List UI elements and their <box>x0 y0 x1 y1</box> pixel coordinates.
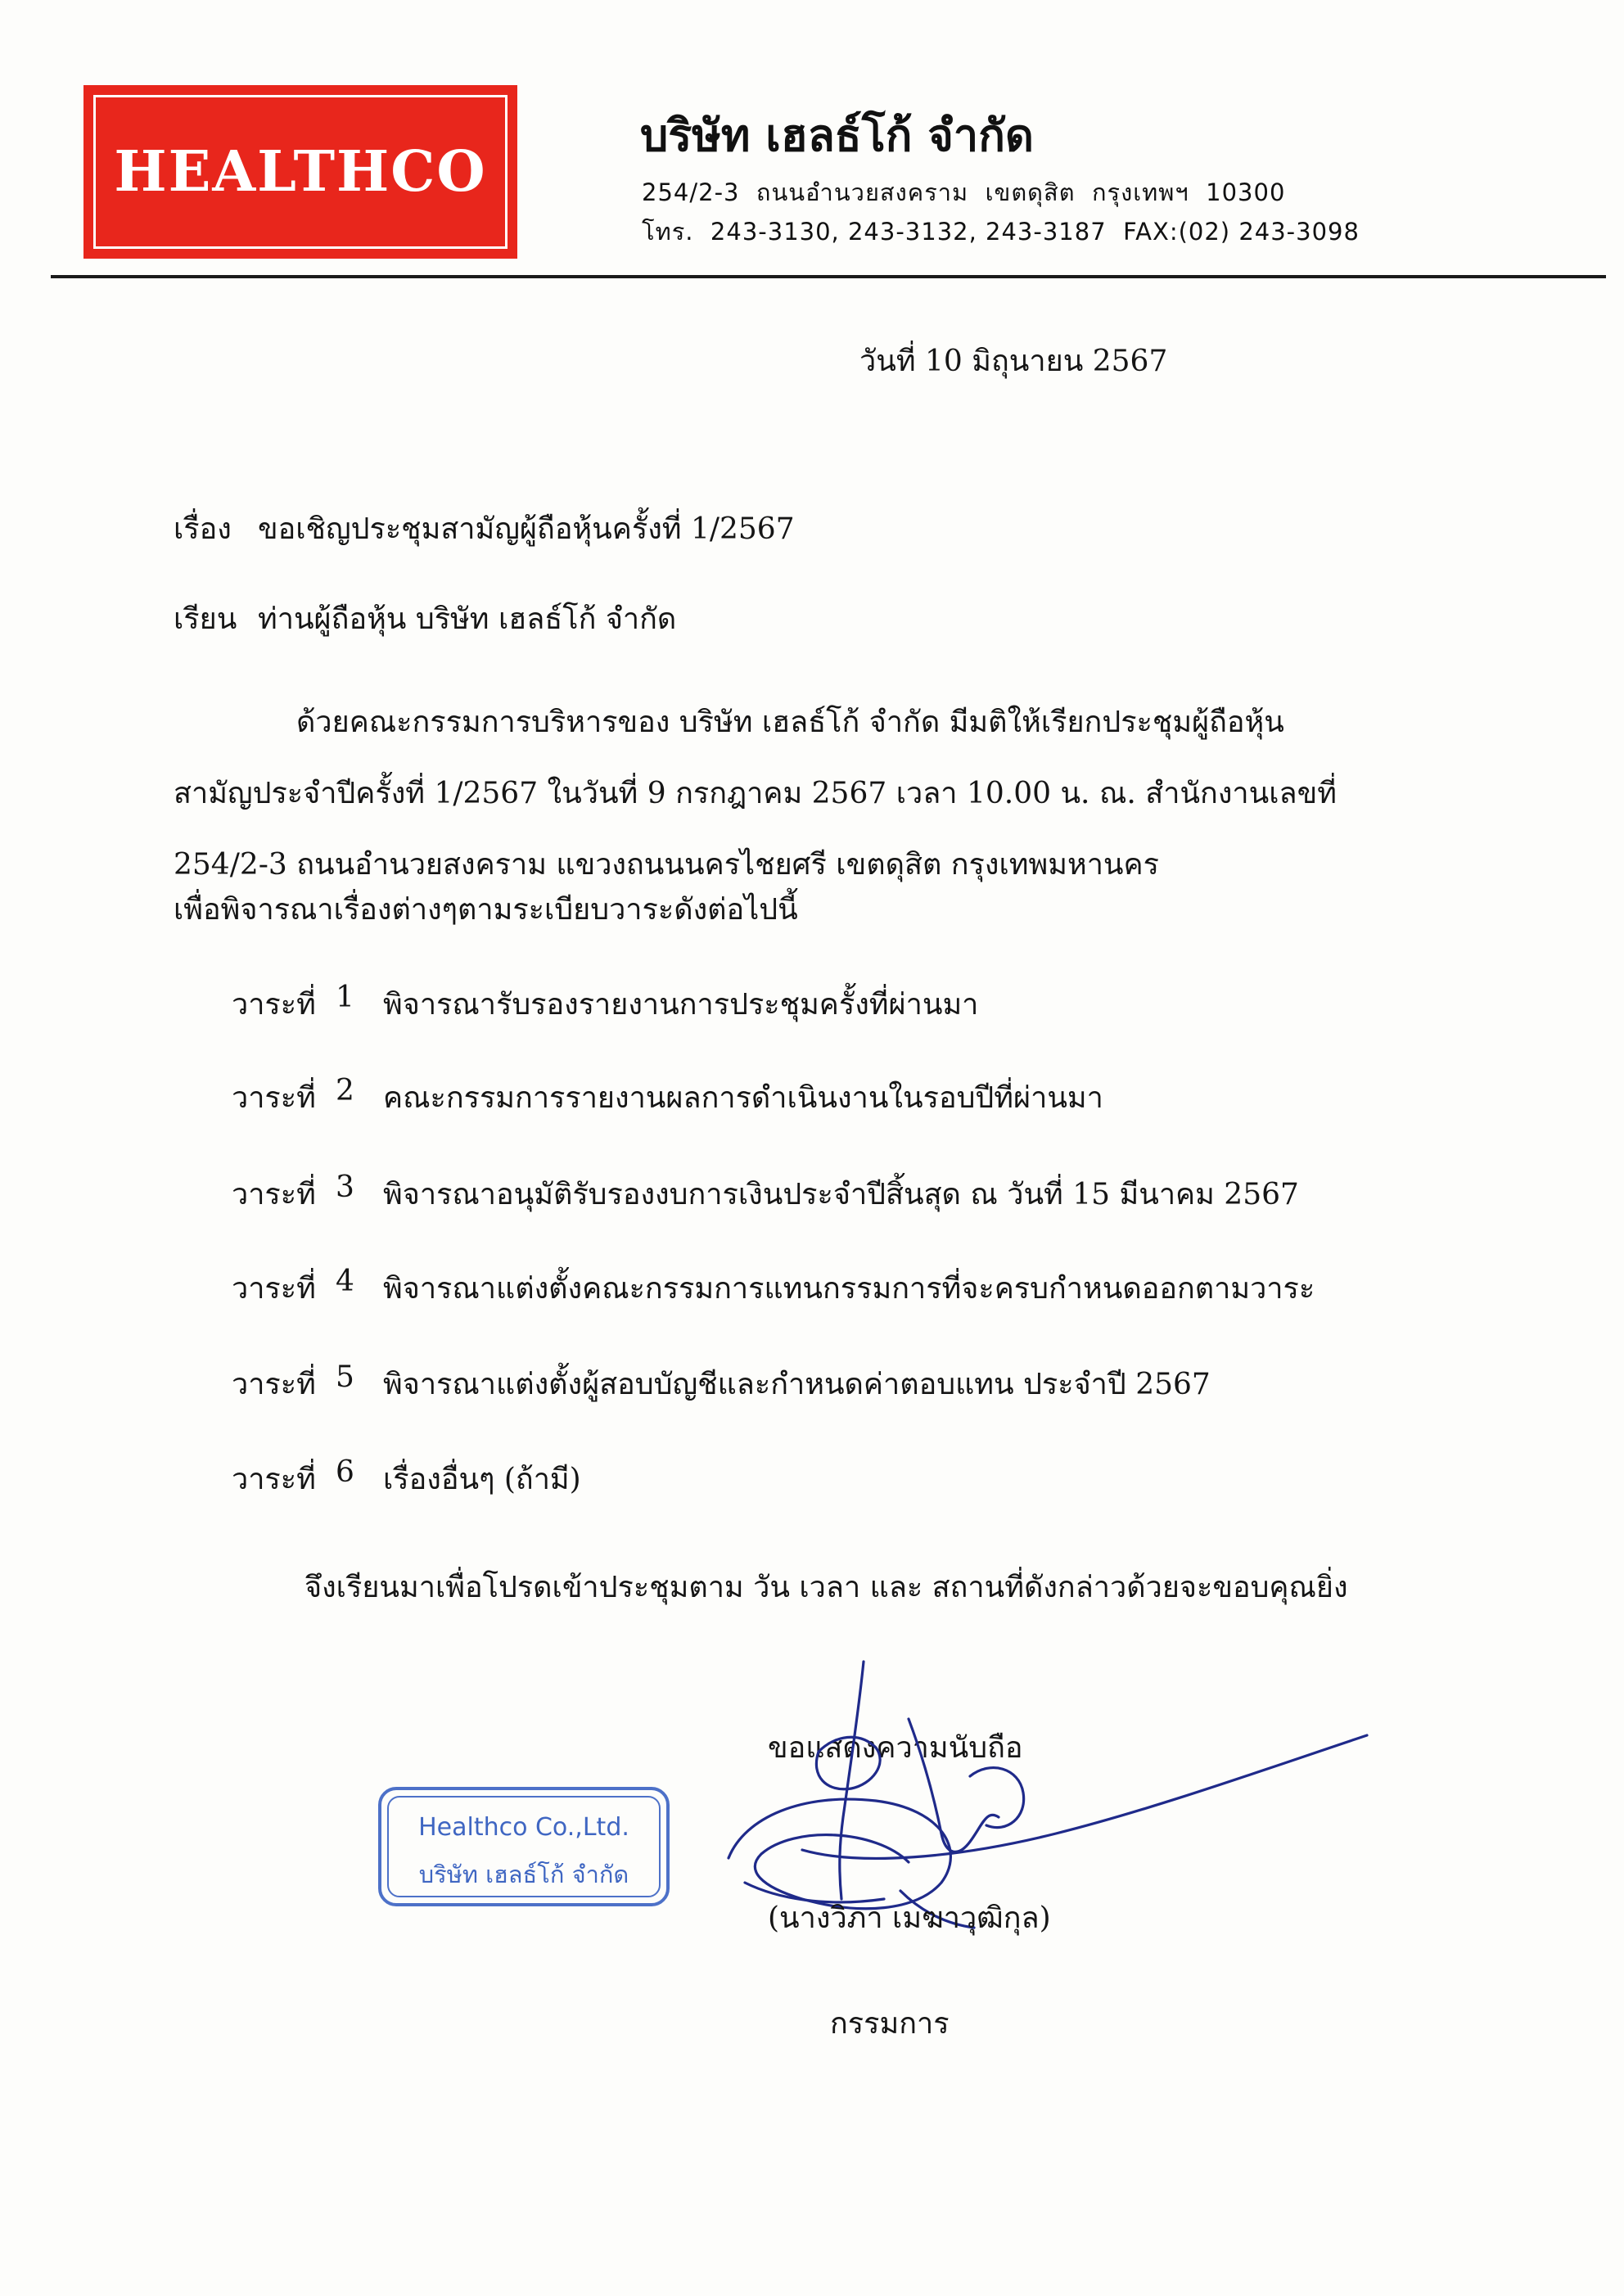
agenda-label: วาระที่ <box>232 1463 316 1496</box>
logo-text: HEALTHCO <box>114 139 487 205</box>
stamp-thai-name: บริษัท เฮลธ์โก้ จำกัด <box>418 1861 629 1888</box>
letter-date: วันที่ 10 มิถุนายน 2567 <box>859 345 1168 378</box>
recipient-label: เรียน <box>174 602 237 636</box>
company-logo <box>83 85 517 259</box>
agenda-label: วาระที่ <box>232 1368 316 1401</box>
body-line: เพื่อพิจารณาเรื่องต่างๆตามระเบียบวาระดังต่อไปนี้ <box>174 893 798 927</box>
body-line: ด้วยคณะกรรมการบริหารของ บริษัท เฮลธ์โก้ จำกัด มีมติให้เรียกประชุมผู้ถือหุ้น <box>296 706 1284 739</box>
agenda-number: 4 <box>336 1265 354 1298</box>
company-phone: โทร. 243-3130, 243-3132, 243-3187 FAX:(02) 243-3098 <box>642 218 1360 246</box>
signer-name: (นางวิภา เมฆาวุฒิกุล) <box>768 1901 1051 1935</box>
header-divider <box>51 275 1606 278</box>
agenda-label: วาระที่ <box>232 988 316 1022</box>
recipient-text: ท่านผู้ถือหุ้น บริษัท เฮลธ์โก้ จำกัด <box>258 602 677 636</box>
agenda-text: คณะกรรมการรายงานผลการดำเนินงานในรอบปีที่ผ่านมา <box>383 1081 1103 1115</box>
subject-label: เรื่อง <box>174 512 232 546</box>
agenda-text: พิจารณาอนุมัติรับรองงบการเงินประจำปีสิ้นสุด ณ วันที่ 15 มีนาคม 2567 <box>383 1178 1299 1211</box>
stamp-english-name: Healthco Co.,Ltd. <box>418 1813 629 1842</box>
agenda-label: วาระที่ <box>232 1272 316 1306</box>
company-stamp <box>378 1787 670 1906</box>
company-name: บริษัท เฮลธ์โก้ จำกัด <box>640 110 1034 161</box>
agenda-number: 6 <box>336 1455 354 1489</box>
agenda-label: วาระที่ <box>232 1178 316 1211</box>
agenda-number: 3 <box>336 1171 354 1204</box>
agenda-number: 2 <box>336 1074 354 1107</box>
agenda-text: พิจารณารับรองรายงานการประชุมครั้งที่ผ่านมา <box>383 988 979 1022</box>
agenda-text: พิจารณาแต่งตั้งผู้สอบบัญชีและกำหนดค่าตอบแทน ประจำปี 2567 <box>383 1368 1211 1401</box>
agenda-text: เรื่องอื่นๆ (ถ้ามี) <box>383 1463 581 1496</box>
regards-line: ขอแสดงความนับถือ <box>768 1731 1023 1765</box>
agenda-label: วาระที่ <box>232 1081 316 1115</box>
agenda-text: พิจารณาแต่งตั้งคณะกรรมการแทนกรรมการที่จะครบกำหนดออกตามวาระ <box>383 1272 1315 1306</box>
agenda-number: 1 <box>336 981 354 1014</box>
body-line: สามัญประจำปีครั้งที่ 1/2567 ในวันที่ 9 กรกฎาคม 2567 เวลา 10.00 น. ณ. สำนักงานเลขที่ <box>174 777 1337 810</box>
company-address: 254/2-3 ถนนอำนวยสงคราม เขตดุสิต กรุงเทพฯ 10300 <box>642 178 1286 206</box>
closing-line: จึงเรียนมาเพื่อโปรดเข้าประชุมตาม วัน เวลา และ สถานที่ดังกล่าวด้วยจะขอบคุณยิ่ง <box>304 1571 1348 1604</box>
signer-position: กรรมการ <box>830 2007 950 2041</box>
body-line: 254/2-3 ถนนอำนวยสงคราม แขวงถนนนครไชยศรี เขตดุสิต กรุงเทพมหานคร <box>174 848 1159 882</box>
agenda-number: 5 <box>336 1360 354 1394</box>
subject-text: ขอเชิญประชุมสามัญผู้ถือหุ้นครั้งที่ 1/2567 <box>258 512 795 546</box>
